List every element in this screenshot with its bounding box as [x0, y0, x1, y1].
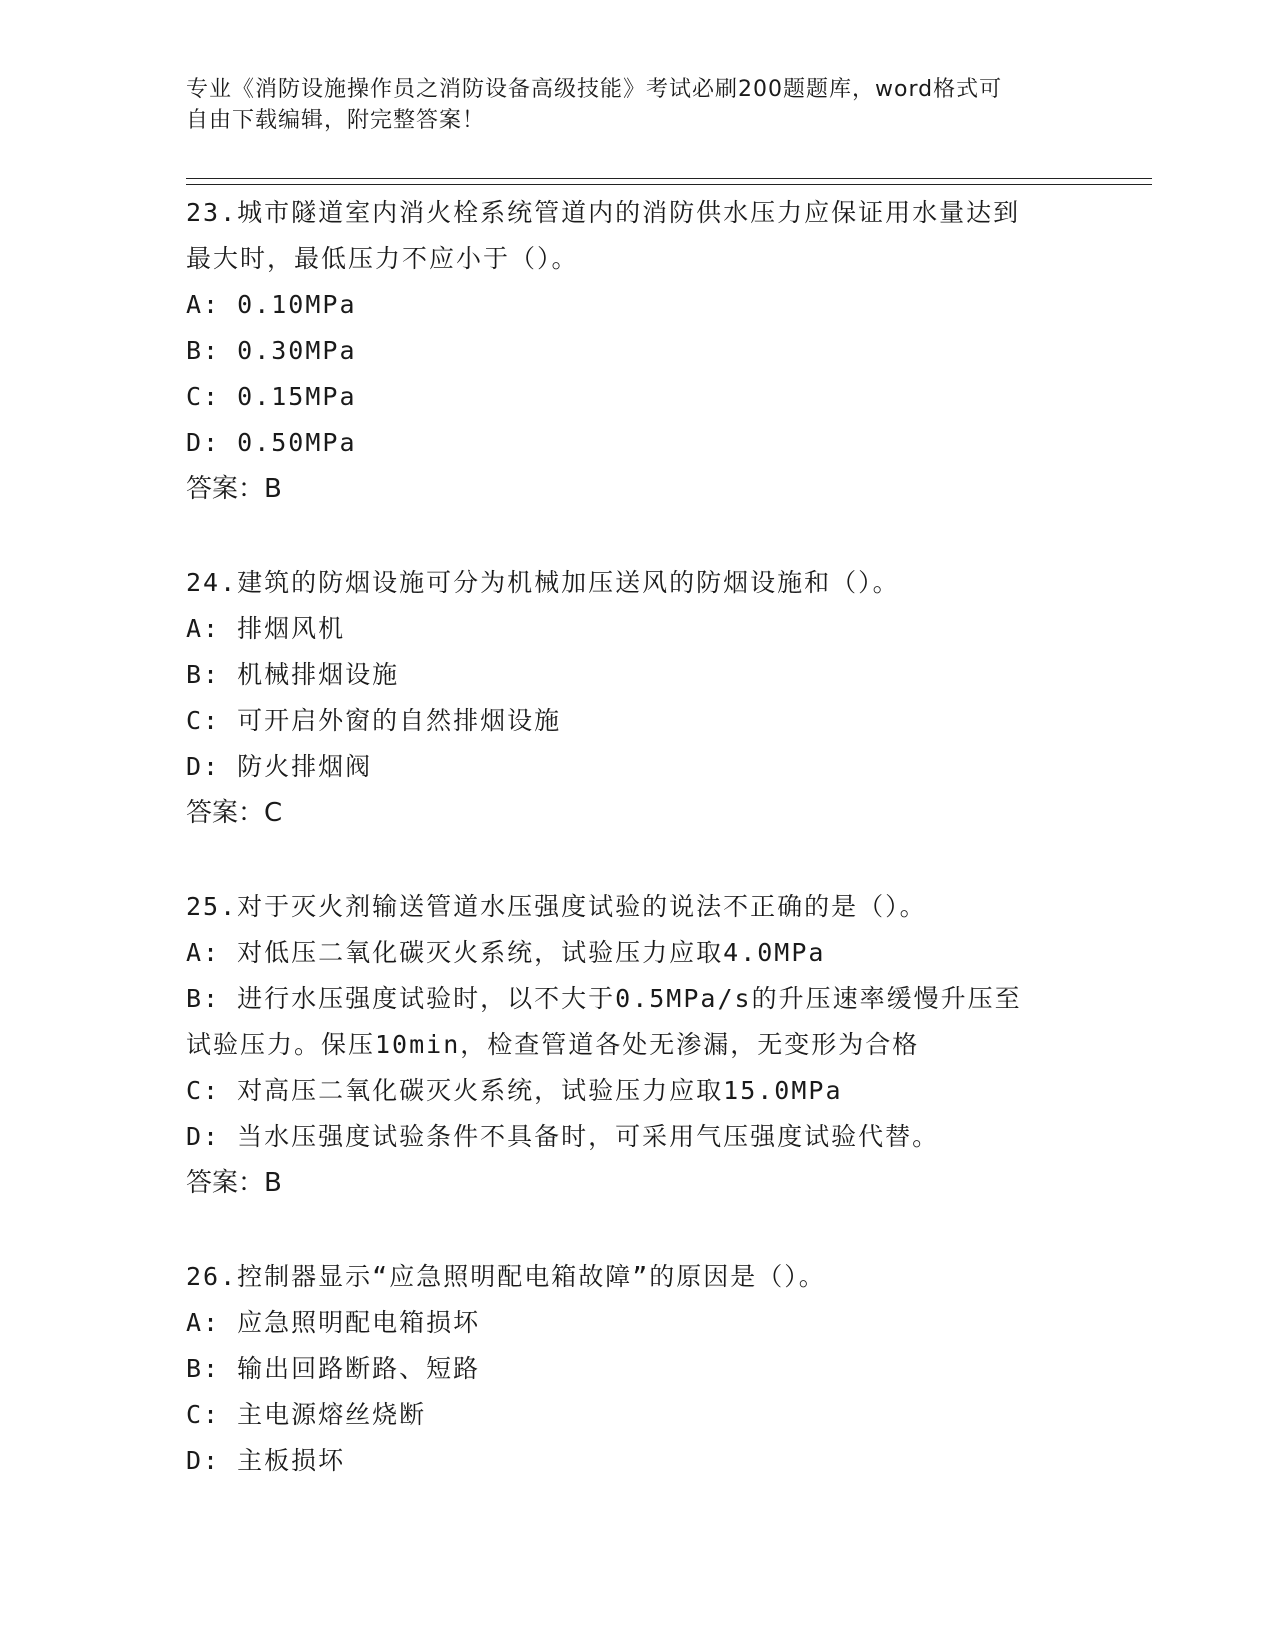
- option-c: C: 可开启外窗的自然排烟设施: [186, 706, 562, 735]
- header-line-1: 专业《消防设施操作员之消防设备高级技能》考试必刷200题题库，word格式可: [186, 77, 1003, 102]
- question-26: [186, 1254, 1106, 1484]
- answer-label: 答案：B: [186, 474, 282, 504]
- question-stem: 23.城市隧道室内消火栓系统管道内的消防供水压力应保证用水量达到: [186, 198, 1021, 227]
- option-d: D: 主板损坏: [186, 1446, 346, 1475]
- option-c: C: 主电源熔丝烧断: [186, 1400, 427, 1429]
- header-divider-bottom: [186, 184, 1152, 185]
- question-stem: 26.控制器显示“应急照明配电箱故障”的原因是（）。: [186, 1262, 826, 1291]
- document-header: [186, 74, 1086, 136]
- option-d: D: 防火排烟阀: [186, 752, 373, 781]
- header-divider-top: [186, 178, 1152, 179]
- option-b: B: 0.30MPa: [186, 336, 357, 365]
- option-b: B: 机械排烟设施: [186, 660, 400, 689]
- question-stem: 最大时，最低压力不应小于（）。: [186, 244, 579, 273]
- option-b: B: 进行水压强度试验时，以不大于0.5MPa/s的升压速率缓慢升压至: [186, 984, 1022, 1013]
- option-a: A: 对低压二氧化碳灭火系统，试验压力应取4.0MPa: [186, 938, 826, 967]
- question-25: [186, 884, 1106, 1206]
- answer-label: 答案：C: [186, 798, 283, 828]
- option-b-continued: 试验压力。保压10min，检查管道各处无渗漏，无变形为合格: [186, 1030, 920, 1059]
- option-d: D: 0.50MPa: [186, 428, 357, 457]
- option-c: C: 对高压二氧化碳灭火系统，试验压力应取15.0MPa: [186, 1076, 843, 1105]
- question-list: [186, 190, 1106, 1532]
- option-a: A: 0.10MPa: [186, 290, 357, 319]
- question-stem: 25.对于灭火剂输送管道水压强度试验的说法不正确的是（）。: [186, 892, 927, 921]
- question-23: [186, 190, 1106, 512]
- option-c: C: 0.15MPa: [186, 382, 357, 411]
- option-a: A: 排烟风机: [186, 614, 346, 643]
- answer-label: 答案：B: [186, 1168, 282, 1198]
- option-b: B: 输出回路断路、短路: [186, 1354, 481, 1383]
- question-24: [186, 560, 1106, 836]
- question-stem: 24.建筑的防烟设施可分为机械加压送风的防烟设施和（）。: [186, 568, 900, 597]
- option-d: D: 当水压强度试验条件不具备时，可采用气压强度试验代替。: [186, 1122, 940, 1151]
- header-line-2: 自由下载编辑，附完整答案！: [186, 108, 486, 133]
- option-a: A: 应急照明配电箱损坏: [186, 1308, 481, 1337]
